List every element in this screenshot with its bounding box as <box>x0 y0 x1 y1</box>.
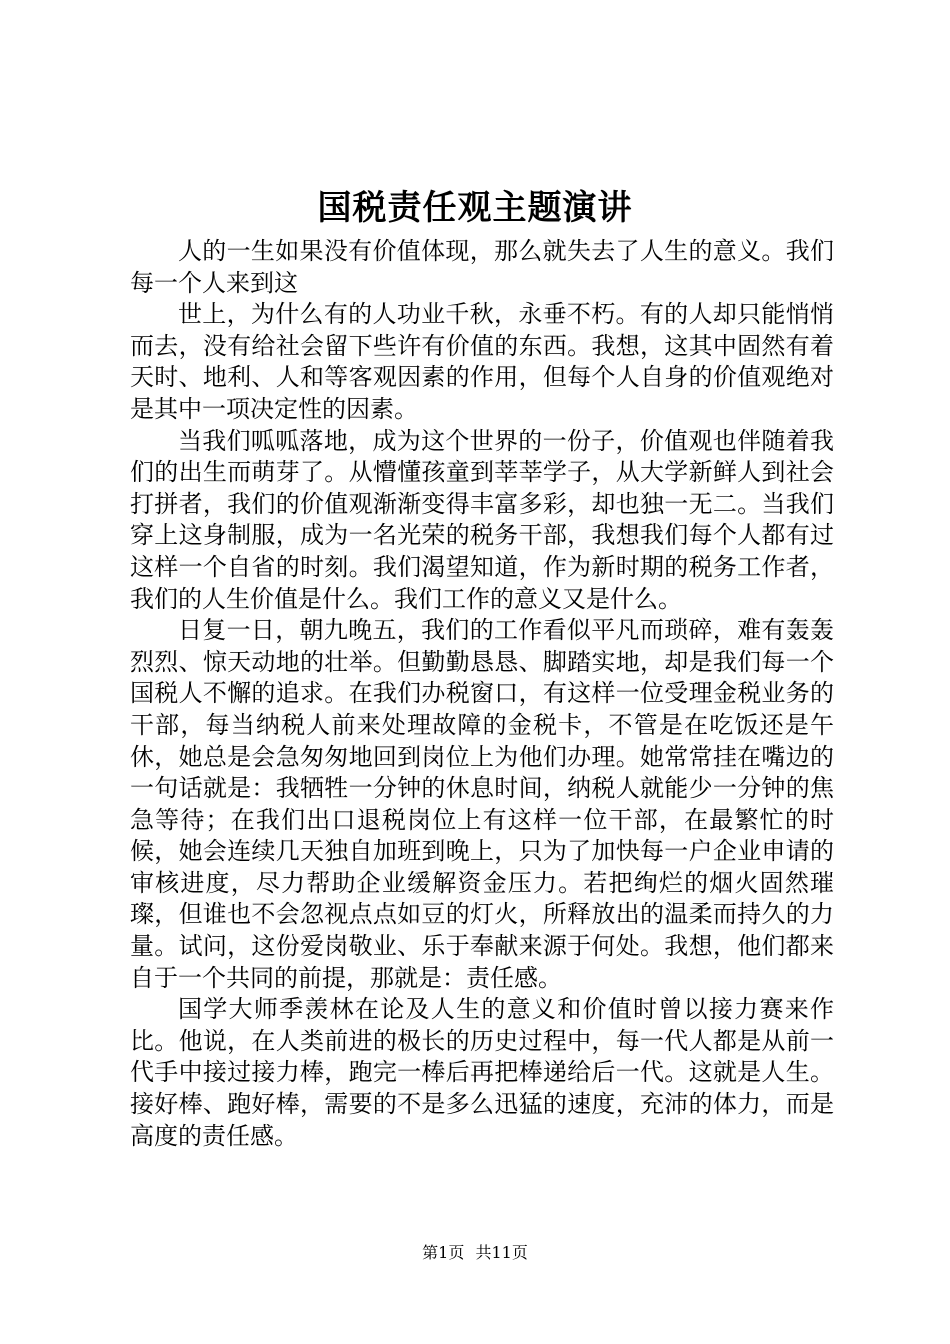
paragraph-3: 当我们呱呱落地，成为这个世界的一份子，价值观也伴随着我们的出生而萌芽了。从懵懂孩童到莘莘学子，从大学新鲜人到社会打拼者，我们的价值观渐渐变得丰富多彩，却也独一无二。当我们穿上这身制服，成为一名光荣的税务干部，我想我们每个人都有过这样一个自省的时刻。我们渴望知道，作为新时期的税务工作者，我们的人生价值是什么。我们工作的意义又是什么。 <box>130 426 834 613</box>
page-total: 共11页 <box>475 1243 528 1262</box>
document-body <box>130 236 834 1152</box>
document-title: 国税责任观主题演讲 <box>317 188 633 228</box>
paragraph-4: 日复一日，朝九晚五，我们的工作看似平凡而琐碎，难有轰轰烈烈、惊天动地的壮举。但勤勤恳恳、脚踏实地，却是我们每一个国税人不懈的追求。在我们办税窗口，有这样一位受理金税业务的干部，每当纳税人前来处理故障的金税卡，不管是在吃饭还是午休，她总是会急匆匆地回到岗位上为他们办理。她常常挂在嘴边的一句话就是：我牺牲一分钟的休息时间，纳税人就能少一分钟的焦急等待；在我们出口退税岗位上有这样一位干部，在最繁忙的时候，她会连续几天独自加班到晚上，只为了加快每一户企业申请的审核进度，尽力帮助企业缓解资金压力。若把绚烂的烟火固然璀璨，但谁也不会忽视点点如豆的灯火，所释放出的温柔而持久的力量。试问，这份爱岗敬业、乐于奉献来源于何处。我想，他们都来自于一个共同的前提，那就是：责任感。 <box>130 616 834 992</box>
paragraph-1: 人的一生如果没有价值体现，那么就失去了人生的意义。我们每一个人来到这 <box>130 237 834 297</box>
page-number: 第1页 <box>422 1243 465 1262</box>
page-footer <box>0 1242 950 1264</box>
paragraph-5: 国学大师季羡林在论及人生的意义和价值时曾以接力赛来作比。他说，在人类前进的极长的历史过程中，每一代人都是从前一代手中接过接力棒，跑完一棒后再把棒递给后一代。这就是人生。接好棒、跑好棒，需要的不是多么迅猛的速度，充沛的体力，而是高度的责任感。 <box>130 995 834 1150</box>
paragraph-2: 世上，为什么有的人功业千秋，永垂不朽。有的人却只能悄悄而去，没有给社会留下些许有价值的东西。我想，这其中固然有着天时、地利、人和等客观因素的作用，但每个人自身的价值观绝对是其中一项决定性的因素。 <box>130 300 834 423</box>
